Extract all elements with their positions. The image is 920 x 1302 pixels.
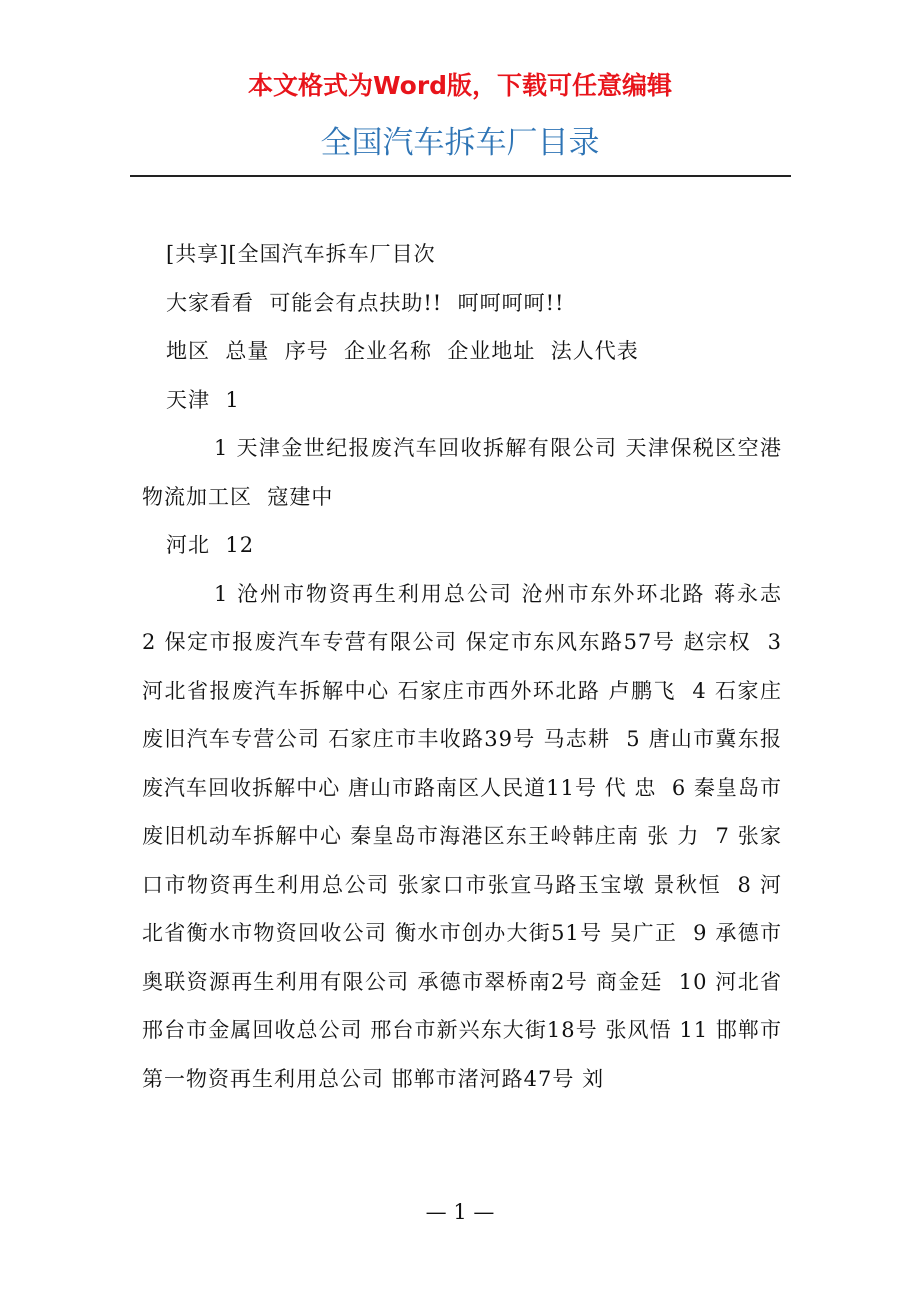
column-headers: 地区 总量 序号 企业名称 企业地址 法人代表 — [166, 339, 639, 363]
document-banner: 本文格式为Word版，下载可任意编辑 — [247, 71, 673, 100]
region-heading-hebei: 河北 12 — [166, 533, 255, 557]
hebei-entries: 1 沧州市物资再生利用总公司 沧州市东外环北路 蒋永志 2 保定市报废汽车专营有限公司 保定市东风东路57号 赵宗权 3 河北省报废汽车拆解中心 石家庄市西外环北路 卢鹏飞 4 石家庄废旧汽车专营公司 石家庄市丰收路39号 马志耕 5 唐山市冀东报废汽车回收拆解中心 唐山市路南区人民道11号 代 忠 6 秦皇岛市废旧机动车拆解中心 秦皇岛市海港区东王岭韩庄南 张 力 7 张家口市物资再生利用总公司 张家口市张宣马路玉宝墩 景秋恒 8 河北省衡水市物资回收公司 衡水市创办大街51号 吴广正 9 承德市奥联资源再生利用有限公司 承德市翠桥南2号 商金廷 10 河北省邢台市金属回收总公司 邢台市新兴东大街18号 张风悟 11 邯郸市第一物资再生利用总公司 邯郸市渚河路47号 刘 — [142, 581, 798, 1091]
region-heading-tianjin: 天津 1 — [166, 387, 240, 412]
title-divider — [130, 175, 791, 177]
intro-line: [共享][全国汽车拆车厂目次 — [166, 242, 436, 266]
page-number: — 1 — — [425, 1200, 495, 1224]
document-title: 全国汽车拆车厂目录 — [320, 125, 600, 161]
tianjin-entries: 1 天津金世纪报废汽车回收拆解有限公司 天津保税区空港物流加工区 寇建中 — [142, 436, 782, 509]
document-body — [142, 230, 798, 1103]
intro-note: 大家看看 可能会有点扶助!! 呵呵呵呵!! — [166, 290, 565, 315]
